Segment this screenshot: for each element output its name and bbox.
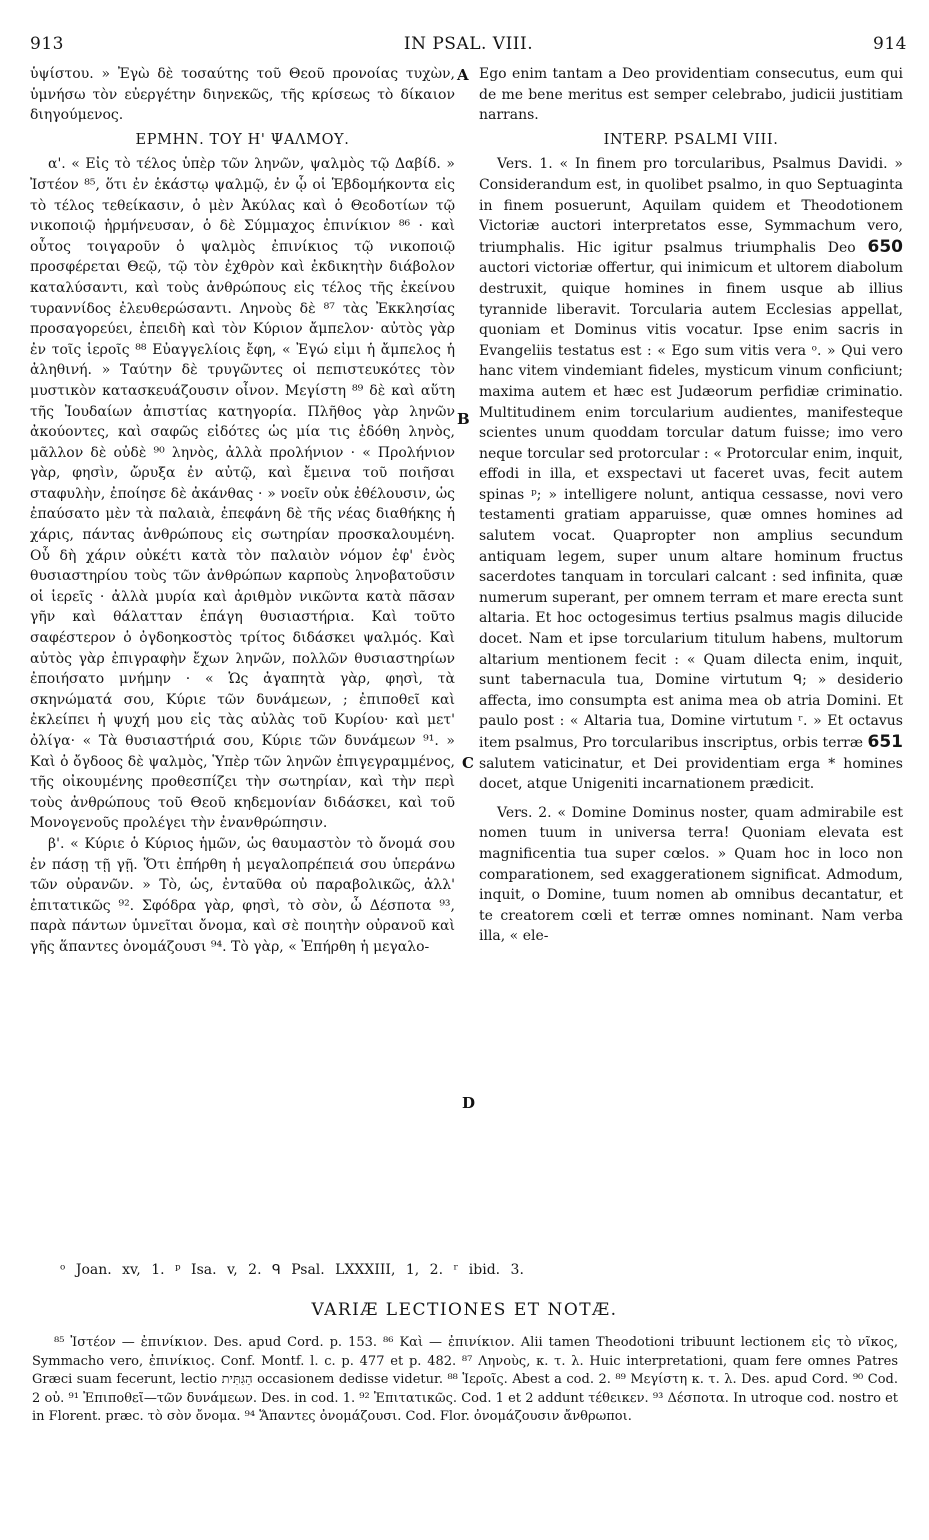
latin-verse-1-part-3: salutem vaticinatur, et Dei providentiam erga * homines docet, atque Unigeniti incarnationem prædicit. (479, 755, 903, 793)
greek-verse-2: β'. « Κύριε ὁ Κύριος ἡμῶν, ὡς θαυμαστὸν τὸ ὄνομά σου ἐν πάσῃ τῇ γῇ. Ὅτι ἐπήρθη ἡ μεγαλοπρέπειά σου ὑπεράνω τῶν οὐρανῶν. » Τὸ, ὡς, ἐνταῦθα οὐ παραβολικῶς, ἀλλ' ἐπιτατικῶς ⁹². Σφόδρα γὰρ, φησὶ, τὸ σὸν, ὦ Δέσποτα ⁹³, παρὰ πάντων ὑμνεῖται ὄνομα, καὶ σὲ ποιητὴν οὐρανοῦ καὶ γῆς ἅπαντες ὀνομάζουσι ⁹⁴. Τὸ γὰρ, « Ἐπήρθη ἡ μεγαλο- (30, 835, 455, 955)
latin-verse-1-part-2: auctori victoriæ offertur, qui inimicum et ultorem diabolum destruxit, quique homines in finem usque ab illius tyrannide liberavit. Torcularia autem Ecclesias appellat, quoniam et Dominus vitis vocatur. Ipse enim sacris in Evangeliis testatus est : « Ego sum vitis vera ᵒ. » Qui vero hanc vitem vindemiant fideles, mysticum vinum conficiunt; maxima autem et hæc est Judæorum perfidiæ criminatio. Multitudinem enim torcularium audientes, manifesteque scientes unum quoddam torcular datum fuisse; imo vero neque torcular sed protorcular : « Protorcular enim, inquit, effodi in illa, et exspectavi ut faceret uvas, fecit autem spinas ᵖ; » intelligere nolunt, antiqua cessasse, novi vero testamenti gratiam apparuisse, quæ omnes homines ad salutem vocat. Quapropter non amplius secundum antiquam legem, super unum altare hominum fructus sacerdotes tanquam in torculari calcant : sed infinita, quæ numerum superant, per omnem terram et mare erecta sunt altaria. Et hoc octogesimus tertius psalmus magis dilucide docet. Nam et ipse torcularium titulum habens, multorum altarium mentionem fecit : « Quam dilecta enim, inquit, sunt tabernacula tua, Domine virtutum ᑫ; » desiderio affecta, imo consumpta est anima mea ob atria Domini. Et paulo post : « Altaria tua, Domine virtutum ʳ. » Et octavus item psalmus, Pro torcularibus inscriptus, orbis terræ (479, 260, 903, 751)
margin-letter-d: D (462, 1094, 476, 1112)
greek-intro: ὑψίστου. » Ἐγὼ δὲ τοσαύτης τοῦ Θεοῦ προνοίας τυχὼν, ὑμνήσω τὸν εὐεργέτην διηνεκῶς, τῆς κρίσεως τὸ δίκαιον διηγούμενος. (30, 66, 455, 124)
latin-verse-2: Vers. 2. « Domine Dominus noster, quam admirabile est nomen tuum in universa terra! Quoniam elevata est magnificentia tua super cœlos. » Quam hoc in loco non comparationem, sed exaggerationem significat. Admodum, inquit, o Domine, tuum nomen ab omnibus decantatur, et te creatorem cœli et terræ omnes nominant. Nam verba illa, « ele- (479, 804, 903, 945)
column-number-650: 650 (867, 236, 903, 257)
running-title: IN PSAL. VIII. (403, 34, 534, 54)
latin-heading: INTERP. PSALMI VIII. (603, 131, 779, 148)
page-number-left: 913 (30, 34, 64, 54)
scripture-references: ᵒ Joan. xv, 1. ᵖ Isa. v, 2. ᑫ Psal. LXXXIII, 1, 2. ʳ ibid. 3. (60, 1262, 524, 1278)
notes-block (32, 1334, 898, 1514)
greek-column (30, 64, 455, 1246)
margin-letter-c: C (462, 754, 474, 772)
running-head (30, 34, 907, 58)
greek-heading: ΕΡΜΗΝ. ΤΟΥ Η' ΨΑΛΜΟΥ. (135, 131, 350, 148)
page-number-right: 914 (873, 34, 907, 54)
margin-letter-b: B (457, 410, 470, 428)
greek-verse-1: α'. « Εἰς τὸ τέλος ὑπὲρ τῶν ληνῶν, ψαλμὸς τῷ Δαβίδ. » Ἰστέον ⁸⁵, ὅτι ἐν ἑκάστῳ ψαλμῷ, ἐν ᾧ οἱ Ἑβδομήκοντα εἰς τὸ τέλος τεθείκασιν, ὁ μὲν Ἀκύλας καὶ ὁ Θεοδοτίων τῷ νικοποιῷ ἡρμήνευσαν, ὁ δὲ Σύμμαχος ἐπινίκιον ⁸⁶ · καὶ οὗτος τοιγαροῦν ὁ ψαλμὸς ἐπινίκιος τῷ νικοποιῷ προσφέρεται Θεῷ, τῷ τὸν ἐχθρὸν καὶ ἐκδικητὴν διάβολον καταλύσαντι, καὶ τοὺς ἀνθρώπους εἰς τέλος τῆς ἐκείνου τυραννίδος ἐλευθερώσαντι. Ληνοὺς δὲ ⁸⁷ τὰς Ἐκκλησίας προσαγορεύει, ἐπειδὴ καὶ τὸν Κύριον ἄμπελον· αὐτὸς γὰρ ἐν τοῖς ἱεροῖς ⁸⁸ Εὐαγγελίοις ἔφη, « Ἐγώ εἰμι ἡ ἄμπελος ἡ ἀληθινή. » Ταύτην δὲ τρυγῶντες οἱ πεπιστευκότες τὸν μυστικὸν κατασκευάζουσιν οἶνον. Μεγίστη ⁸⁹ δὲ καὶ αὕτη τῆς Ἰουδαίων ἀπιστίας κατηγορία. Πλῆθος γὰρ ληνῶν ἀκούοντες, καὶ σαφῶς εἰδότες ὡς μία τις ἐδόθη ληνὸς, μᾶλλον δὲ οὐδὲ ⁹⁰ ληνὸς, ἀλλὰ προλήνιον · « Προλήνιον γὰρ, φησὶν, ὤρυξα ἐν αὐτῷ, καὶ ἔμεινα τοῦ ποιῆσαι σταφυλὴν, ἐποίησε δὲ ἀκάνθας · » νοεῖν οὐκ ἐθέλουσιν, ὡς ἐπαύσατο μὲν τὰ παλαιὰ, ἐπεφάνη δὲ τῆς νέας διαθήκης ἡ χάρις, πάντας ἀνθρώπους εἰς σωτηρίαν προσκαλουμένη. Οὗ δὴ χάριν οὐκέτι κατὰ τὸν παλαιὸν νόμον ἐφ' ἑνὸς θυσιαστηρίου τοὺς τῶν ἀνθρώπων καρποὺς ληνοβατοῦσιν οἱ ἱερεῖς · ἀλλὰ μυρία καὶ ἀριθμὸν νικῶντα κατὰ πᾶσαν γῆν καὶ θάλατταν ἐπάγη θυσιαστήρια. Καὶ τοῦτο σαφέστερον ὁ ὀγδοηκοστὸς τρίτος διδάσκει ψαλμός. Καὶ αὐτὸς γὰρ ἐπιγραφὴν ἔχων ληνῶν, πολλῶν θυσιαστηρίων ἐποιήσατο μνήμην · « Ὡς ἀγαπητὰ γὰρ, φησὶ, τὰ σκηνώματά σου, Κύριε τῶν δυνάμεων, ; ἐπιποθεῖ καὶ ἐκλείπει ἡ ψυχή μου εἰς τὰς αὐλὰς τοῦ Κυρίου· καὶ μετ' ὀλίγα· « Τὰ θυσιαστήριά σου, Κύριε τῶν δυνάμεων ⁹¹. » Καὶ ὁ ὄγδοος δὲ ψαλμὸς, Ὑπὲρ τῶν ληνῶν ἐπιγεγραμμένος, τῆς οἰκουμένης προθεσπίζει τὴν σωτηρίαν, καὶ τὴν περὶ τοὺς ἀνθρώπους τοῦ Θεοῦ κηδεμονίαν διδάσκει, καὶ τοῦ Μονογενοῦς προλέγει τὴν ἐνανθρώπησιν. (30, 156, 455, 832)
column-number-651: 651 (867, 732, 903, 752)
notes-text: ⁸⁵ Ἰστέον — ἐπινίκιον. Des. apud Cord. p. 153. ⁸⁶ Καὶ — ἐπινίκιον. Alii tamen Theodotioni tribuunt lectionem εἰς τὸ νῖκος, Symmacho vero, ἐπινίκιος. Conf. Montf. l. c. p. 477 et p. 482. ⁸⁷ Ληνοὺς, κ. τ. λ. Huic interpretationi, quam fere omnes Patres Græci suam fecerunt, lectio הַגִּתִּית occasionem dedisse videtur. ⁸⁸ Ἱεροῖς. Abest a cod. 2. ⁸⁹ Μεγίστη κ. τ. λ. Des. apud Cord. ⁹⁰ Cod. 2 οὐ. ⁹¹ Ἐπιποθεῖ—τῶν δυνάμεων. Des. in cod. 1. ⁹² Ἐπιτατικῶς. Cod. 1 et 2 addunt τέθεικεν. ⁹³ Δέσποτα. In utroque cod. nostro et in Florent. præc. τὸ σὸν ὄνομα. ⁹⁴ Ἅπαντες ὀνομάζουσι. Cod. Flor. ὀνομάζουσιν ἄνθρωποι. (32, 1335, 898, 1425)
latin-column (479, 64, 903, 1246)
latin-verse-1 (479, 154, 903, 794)
latin-intro: Ego enim tantam a Deo providentiam consecutus, eum qui de me bene meritus est semper celebrabo, judicii justitiam narrans. (479, 66, 903, 124)
margin-letter-a: A (457, 66, 469, 84)
notes-title: VARIÆ LECTIONES ET NOTÆ. (311, 1300, 618, 1320)
latin-verse-1-part-1: Vers. 1. « In finem pro torcularibus, Psalmus Davidi. » Considerandum est, in quolibet psalmo, in quo Septuaginta in finem posuerunt, Aquilam quidem et Theodotionem Victoriæ auctori interpretatos esse, Symmachum vero, triumphalis. Hic igitur psalmus triumphalis Deo (479, 156, 903, 256)
